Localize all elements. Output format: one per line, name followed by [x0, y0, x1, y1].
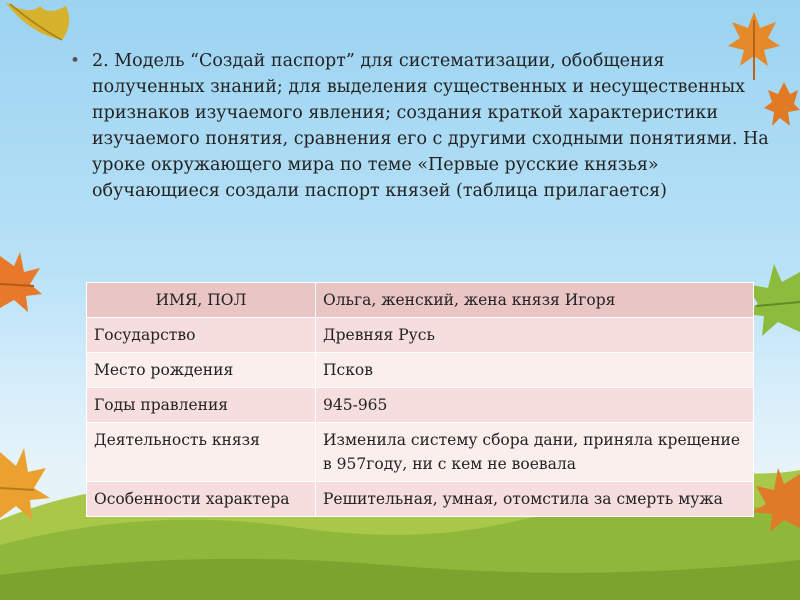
table-cell-value: Псков	[316, 353, 754, 388]
table-cell-label: ИМЯ, ПОЛ	[87, 283, 316, 318]
maple-leaf-icon	[0, 250, 44, 318]
maple-leaf-icon	[752, 468, 800, 538]
bullet-icon: •	[70, 51, 81, 71]
table-cell-value: Изменила систему сбора дани, приняла крещение в 957году, ни с кем не воевала	[316, 423, 754, 482]
passport-table	[86, 282, 754, 517]
table-cell-label: Годы правления	[87, 388, 316, 423]
table-row	[87, 318, 754, 353]
table-cell-label: Государство	[87, 318, 316, 353]
bullet-paragraph	[72, 48, 772, 204]
table-row	[87, 283, 754, 318]
maple-leaf-icon	[0, 0, 80, 44]
table-row	[87, 423, 754, 482]
table-cell-value: Ольга, женский, жена князя Игоря	[316, 283, 754, 318]
table-row	[87, 388, 754, 423]
table-row	[87, 482, 754, 517]
table-cell-value: 945-965	[316, 388, 754, 423]
table-cell-label: Особенности характера	[87, 482, 316, 517]
maple-leaf-icon	[0, 448, 52, 532]
table-row	[87, 353, 754, 388]
bullet-text: 2. Модель “Создай паспорт” для систематизации, обобщения полученных знаний; для выделения существенных и несущественных признаков изучаемого явления; создания краткой характеристики изучаемого понятия, сравнения его с другими сходными понятиями. На уроке окружающего мира по теме «Первые русские князья» обучающиеся создали паспорт князей (таблица прилагается)	[92, 51, 769, 201]
table-cell-label: Место рождения	[87, 353, 316, 388]
table-cell-value: Решительная, умная, отомстила за смерть мужа	[316, 482, 754, 517]
table-cell-value: Древняя Русь	[316, 318, 754, 353]
table-cell-label: Деятельность князя	[87, 423, 316, 482]
